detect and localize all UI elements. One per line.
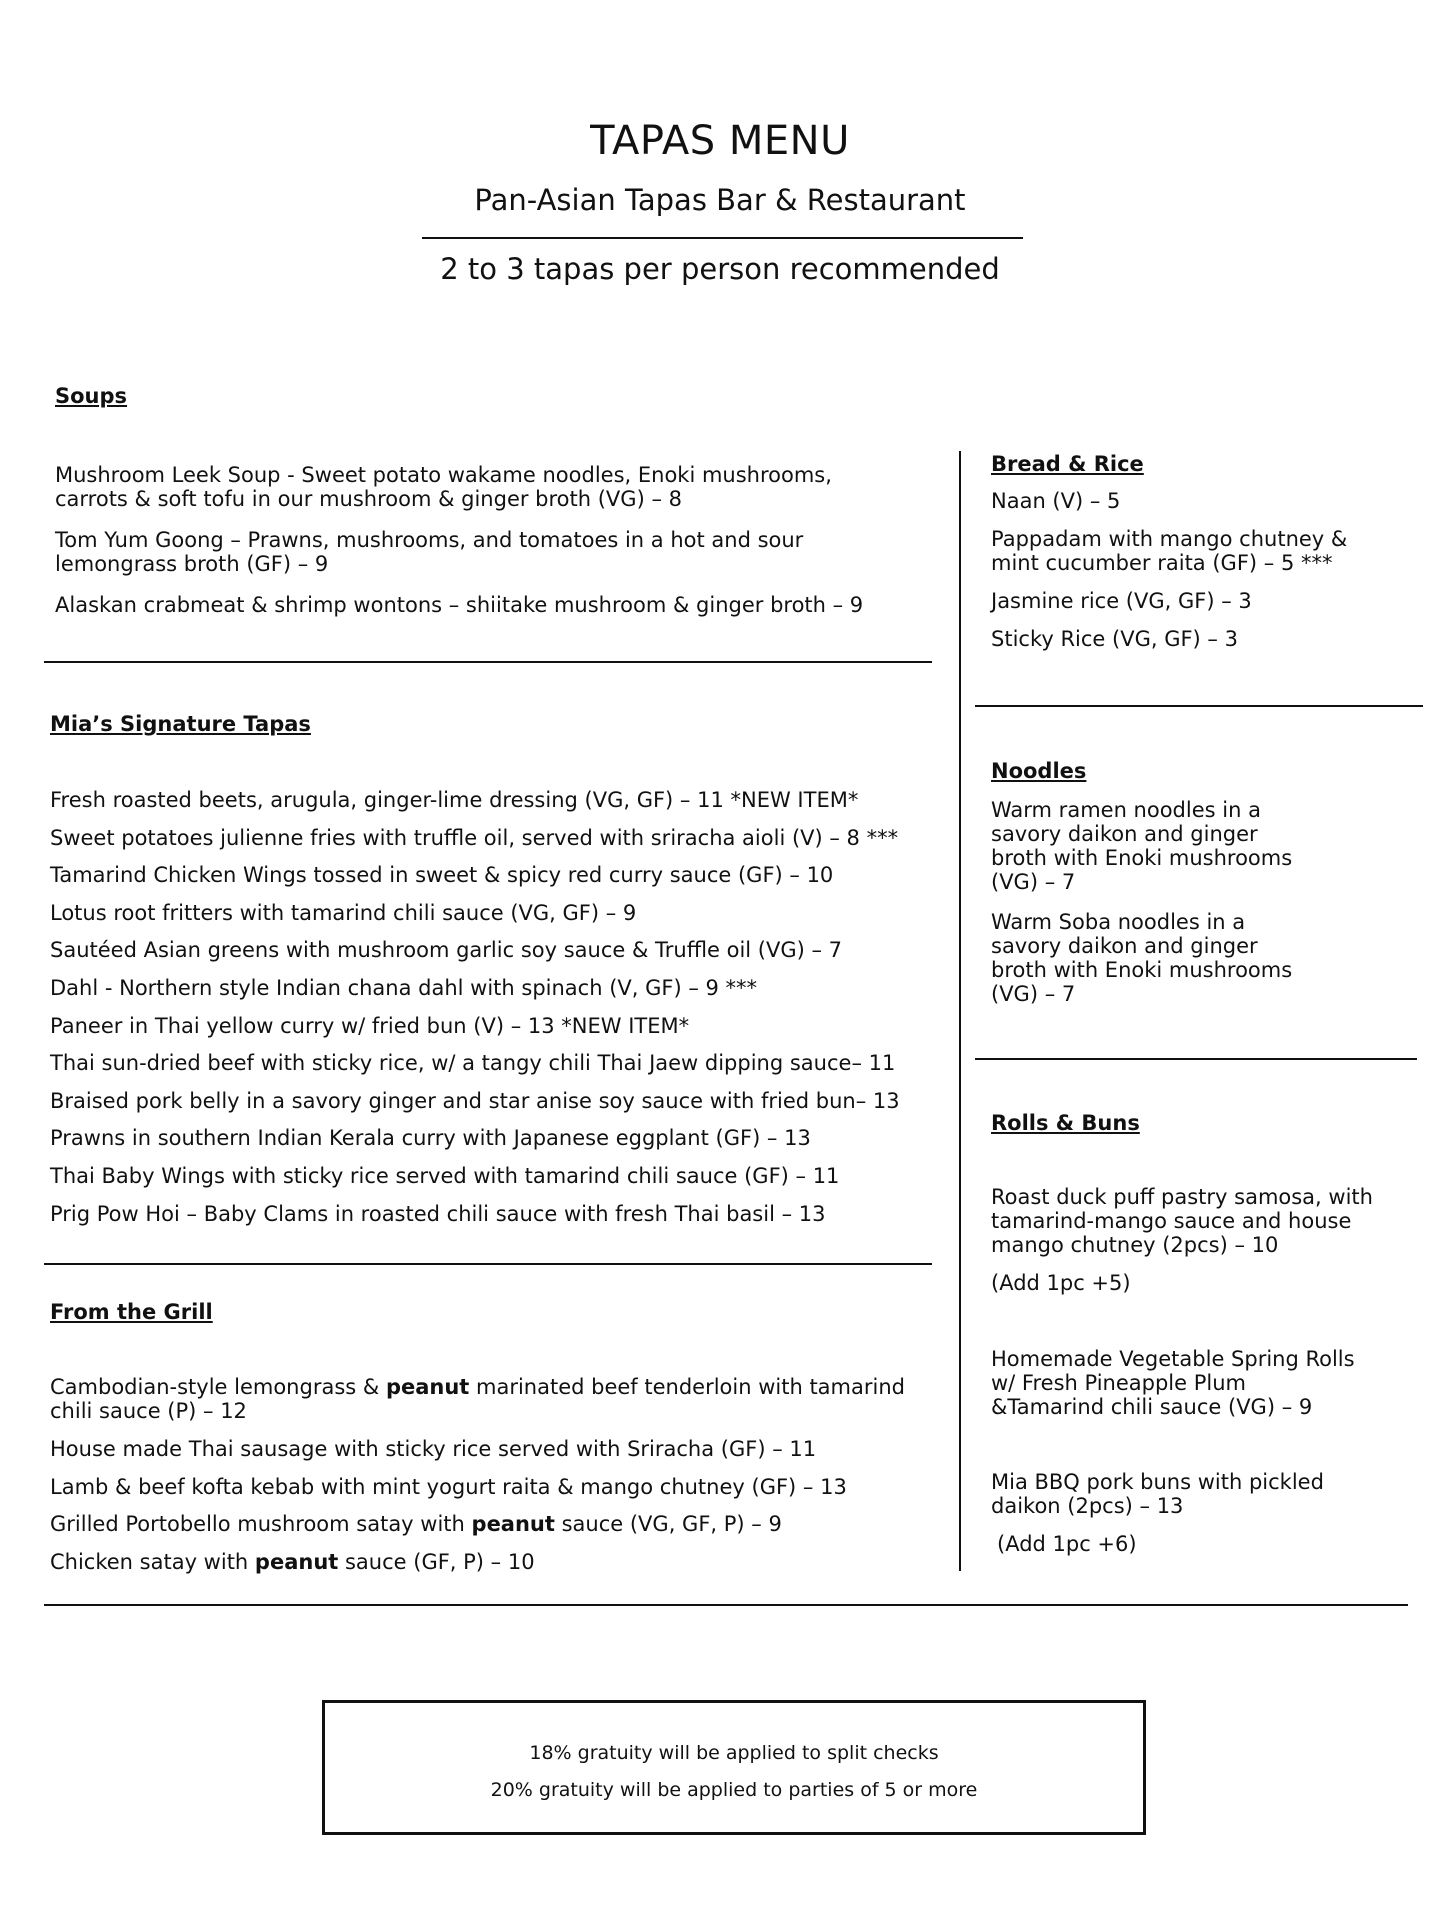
bread-rice-item-line: mint cucumber raita (GF) – 5 *** (991, 551, 1333, 575)
grill-item (50, 1512, 782, 1536)
bread-rice-item-line: Pappadam with mango chutney & (991, 527, 1348, 551)
soups-heading: Soups (55, 384, 128, 408)
signature-item: Prawns in southern Indian Kerala curry with Japanese eggplant (GF) – 13 (50, 1126, 811, 1151)
noodles-item-line: savory daikon and ginger (991, 934, 1258, 958)
rolls-buns-heading: Rolls & Buns (991, 1111, 1140, 1135)
grill-item (50, 1550, 535, 1574)
soup-item-line: carrots & soft tofu in our mushroom & ginger broth (VG) – 8 (55, 487, 682, 511)
rolls-buns-item (991, 1470, 1324, 1518)
soup-item-line: Alaskan crabmeat & shrimp wontons – shiitake mushroom & ginger broth – 9 (55, 593, 864, 617)
bread-rice-item (991, 627, 1238, 651)
grill-item-line: House made Thai sausage with sticky rice served with Sriracha (GF) – 11 (50, 1437, 817, 1461)
bread-rice-item-line: Naan (V) – 5 (991, 489, 1121, 513)
noodles-item-line: (VG) – 7 (991, 870, 1076, 894)
rolls-buns-item-line: Homemade Vegetable Spring Rolls (991, 1347, 1355, 1371)
signature-item: Fresh roasted beets, arugula, ginger-lime dressing (VG, GF) – 11 *NEW ITEM* (50, 788, 859, 812)
soup-item-line: Tom Yum Goong – Prawns, mushrooms, and tomatoes in a hot and sour (55, 528, 804, 552)
noodles-item-line: broth with Enoki mushrooms (991, 958, 1293, 982)
add-piece-note: (Add 1pc +5) (991, 1271, 1131, 1295)
signature-item: Lotus root fritters with tamarind chili sauce (VG, GF) – 9 (50, 900, 637, 925)
peanut-allergen: peanut (471, 1512, 555, 1536)
grill-item-line: Chicken satay with peanut sauce (GF, P) – 10 (50, 1550, 535, 1574)
section-divider (44, 1263, 932, 1265)
restaurant-subtitle: Pan-Asian Tapas Bar & Restaurant (474, 183, 966, 217)
bottom-divider (44, 1604, 1408, 1606)
signature-item: Sweet potatoes julienne fries with truffle oil, served with sriracha aioli (V) – 8 *** (50, 825, 899, 850)
grill-item-line: Lamb & beef kofta kebab with mint yogurt raita & mango chutney (GF) – 13 (50, 1475, 847, 1499)
noodles-item-line: Warm ramen noodles in a (991, 798, 1261, 822)
gratuity-large-parties: 20% gratuity will be applied to parties of 5 or more (490, 1779, 978, 1801)
signature-item: Paneer in Thai yellow curry w/ fried bun (V) – 13 *NEW ITEM* (50, 1013, 690, 1038)
grill-item-line: chili sauce (P) – 12 (50, 1399, 247, 1423)
noodles-item (991, 798, 1292, 894)
peanut-allergen: peanut (254, 1550, 339, 1574)
rolls-buns-add-note (991, 1271, 1131, 1295)
grill-item (50, 1375, 905, 1423)
grill-item-line: Grilled Portobello mushroom satay with peanut sauce (VG, GF, P) – 9 (50, 1512, 782, 1536)
gratuity-notice-box (322, 1700, 1146, 1835)
soup-item (55, 463, 832, 511)
rolls-buns-add-note (997, 1532, 1137, 1556)
section-divider (975, 705, 1423, 707)
bread-rice-item (991, 527, 1347, 575)
grill-item (50, 1475, 847, 1499)
bread-rice-item (991, 489, 1120, 513)
signature-item: Prig Pow Hoi – Baby Clams in roasted chili sauce with fresh Thai basil – 13 (50, 1201, 826, 1226)
signature-item: Braised pork belly in a savory ginger and star anise soy sauce with fried bun– 13 (50, 1088, 900, 1113)
bread-rice-item-line: Jasmine rice (VG, GF) – 3 (991, 589, 1252, 613)
grill-item (50, 1437, 816, 1461)
signature-item: Sautéed Asian greens with mushroom garlic soy sauce & Truffle oil (VG) – 7 (50, 938, 843, 963)
menu-title: TAPAS MENU (590, 118, 850, 164)
rolls-buns-item-line: Roast duck puff pastry samosa, with (991, 1185, 1373, 1209)
rolls-buns-item-line: &Tamarind chili sauce (VG) – 9 (991, 1395, 1313, 1419)
bread-rice-item (991, 589, 1252, 613)
tapas-recommendation: 2 to 3 tapas per person recommended (440, 252, 1000, 286)
signature-heading: Mia’s Signature Tapas (50, 712, 311, 736)
noodles-item-line: Warm Soba noodles in a (991, 910, 1246, 934)
noodles-item (991, 910, 1292, 1006)
add-piece-note: (Add 1pc +6) (997, 1532, 1137, 1556)
signature-item: Thai sun-dried beef with sticky rice, w/ a tangy chili Thai Jaew dipping sauce– 11 (50, 1051, 896, 1076)
soup-item (55, 528, 803, 576)
noodles-item-line: broth with Enoki mushrooms (991, 846, 1293, 870)
rolls-buns-item-line: Mia BBQ pork buns with pickled (991, 1470, 1324, 1494)
noodles-heading: Noodles (991, 759, 1087, 783)
rolls-buns-item (991, 1185, 1373, 1257)
soup-item (55, 593, 863, 617)
noodles-item-line: savory daikon and ginger (991, 822, 1258, 846)
noodles-item-line: (VG) – 7 (991, 982, 1076, 1006)
rolls-buns-item-line: daikon (2pcs) – 13 (991, 1494, 1184, 1518)
title-divider (422, 237, 1023, 239)
soup-item-line: Mushroom Leek Soup - Sweet potato wakame noodles, Enoki mushrooms, (55, 463, 832, 487)
rolls-buns-item (991, 1347, 1355, 1419)
soup-item-line: lemongrass broth (GF) – 9 (55, 552, 329, 576)
bread-rice-item-line: Sticky Rice (VG, GF) – 3 (991, 627, 1238, 651)
bread-rice-heading: Bread & Rice (991, 452, 1144, 476)
grill-heading: From the Grill (50, 1300, 213, 1324)
rolls-buns-item-line: tamarind-mango sauce and house (991, 1209, 1352, 1233)
rolls-buns-item-line: w/ Fresh Pineapple Plum (991, 1371, 1246, 1395)
grill-item-line: Cambodian-style lemongrass & peanut marinated beef tenderloin with tamarind (50, 1375, 905, 1399)
signature-list (50, 788, 900, 1239)
column-divider (959, 451, 961, 1571)
signature-item: Thai Baby Wings with sticky rice served with tamarind chili sauce (GF) – 11 (50, 1163, 840, 1188)
section-divider (975, 1058, 1417, 1060)
rolls-buns-item-line: mango chutney (2pcs) – 10 (991, 1233, 1279, 1257)
signature-item: Tamarind Chicken Wings tossed in sweet & spicy red curry sauce (GF) – 10 (50, 863, 834, 888)
section-divider (44, 661, 932, 663)
peanut-allergen: peanut (385, 1375, 470, 1399)
signature-item: Dahl - Northern style Indian chana dahl with spinach (V, GF) – 9 *** (50, 975, 758, 1000)
gratuity-split-checks: 18% gratuity will be applied to split checks (529, 1742, 939, 1764)
